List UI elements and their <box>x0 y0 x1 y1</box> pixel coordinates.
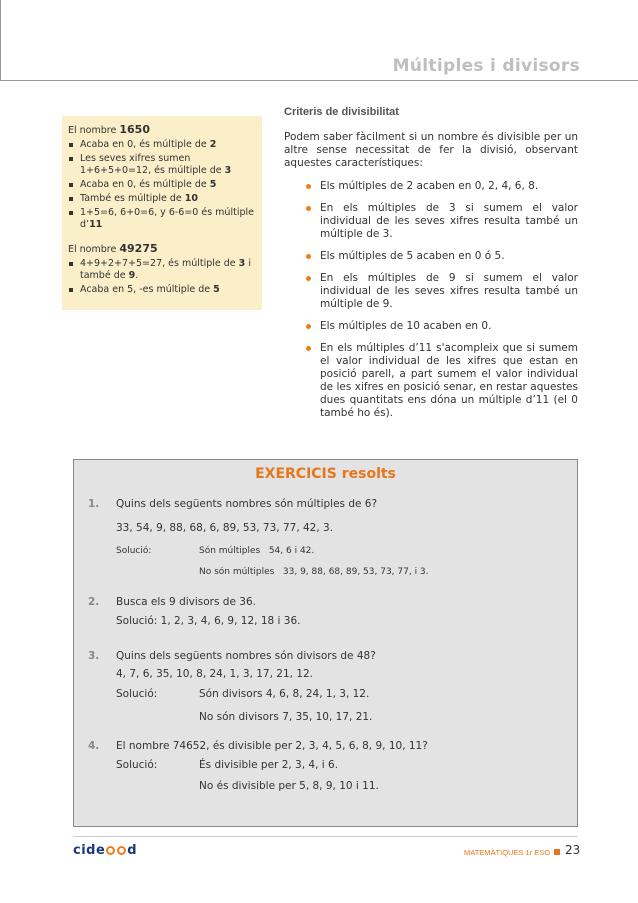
bullet-dot-icon <box>306 346 311 351</box>
bullet-square-icon <box>69 143 73 147</box>
list-item: Els múltiples de 5 acaben en 0 ó 5. <box>306 250 578 263</box>
bullet-square-icon <box>69 211 73 215</box>
list-item: Acaba en 0, és múltiple de 2 <box>68 139 256 151</box>
number-1: 1650 <box>119 123 150 136</box>
exercise-question: El nombre 74652, és divisible per 2, 3, 4, 5, 6, 8, 9, 10, 11? <box>116 740 428 752</box>
exercise-question: Quins dels següents nombres són múltiples de 6? <box>116 498 378 510</box>
exercise-solution: Solució: Són múltiples 54, 6 i 42. <box>116 546 315 556</box>
bullet-dot-icon <box>306 254 311 259</box>
bullet-dot-icon <box>306 206 311 211</box>
exercise-solution: Solució: Són divisors 4, 6, 8, 24, 1, 3, 12. <box>116 688 370 700</box>
page-number: 23 <box>565 843 581 857</box>
list-item: Acaba en 0, és múltiple de 5 <box>68 179 256 191</box>
cidead-logo: cide d <box>73 843 138 858</box>
divisibility-criteria <box>284 106 578 429</box>
exercises-title: EXERCICIS resolts <box>255 466 396 482</box>
page-title: Múltiples i divisors <box>392 56 580 76</box>
number-1-heading: El nombre 1650 <box>68 123 150 136</box>
criteria-title: Criteris de divisibilitat <box>284 106 399 118</box>
list-item: Els múltiples de 2 acaben en 0, 2, 4, 6, 8. <box>306 180 578 193</box>
bullet-dot-icon <box>306 324 311 329</box>
list-item: En els múltiples de 3 si sumem el valor individual de les seves xifres resulta també un múltiple de 3. <box>306 202 578 241</box>
logo-ring-icon <box>117 846 126 855</box>
number-2: 49275 <box>119 242 158 255</box>
bullet-square-icon <box>69 157 73 161</box>
exercise-number-list: 33, 54, 9, 88, 68, 6, 89, 53, 73, 77, 42, 3. <box>116 522 334 534</box>
exercise-solution-2: No són divisors 7, 35, 10, 17, 21. <box>199 711 373 723</box>
bullet-dot-icon <box>306 276 311 281</box>
bullet-dot-icon <box>306 184 311 189</box>
number-2-heading: El nombre 49275 <box>68 242 158 255</box>
criteria-intro: Podem saber fàcilment si un nombre és divisible per un altre sense necessitat de fer la divisió, observant aquestes característiques: <box>284 131 578 169</box>
page-frame-left <box>0 0 1 80</box>
exercise-question: Busca els 9 divisors de 36. <box>116 596 256 608</box>
list-item: Les seves xifres sumen 1+6+5+0=12, és múltiple de 3 <box>68 153 256 177</box>
criteria-list <box>284 180 578 420</box>
exercise-number: 1. <box>88 498 100 510</box>
logo-ring-icon <box>106 846 115 855</box>
footer-square-icon <box>554 849 560 855</box>
bullet-square-icon <box>69 197 73 201</box>
exercise-question: Quins dels següents nombres són divisors de 48? <box>116 650 376 662</box>
exercise-solution: Solució: 1, 2, 3, 4, 6, 9, 12, 18 i 36. <box>116 615 301 627</box>
list-item: 4+9+2+7+5=27, és múltiple de 3 i també de 9. <box>68 258 256 282</box>
exercise-number: 3. <box>88 650 100 662</box>
number-1-list <box>68 139 256 231</box>
list-item: Acaba en 5, -es múltiple de 5 <box>68 284 256 296</box>
number-2-list <box>68 258 256 296</box>
footer-rule <box>73 836 578 837</box>
bullet-square-icon <box>69 183 73 187</box>
exercise-number: 2. <box>88 596 100 608</box>
list-item: 1+5=6, 6+0=6, y 6-6=0 és múltiple d’11 <box>68 207 256 231</box>
list-item: Els múltiples de 10 acaben en 0. <box>306 320 578 333</box>
exercise-number: 4. <box>88 740 100 752</box>
sidebar-example-box <box>62 116 262 310</box>
footer-subject: MATEMÀTIQUES 1r ESO <box>464 848 551 857</box>
solved-exercises-box <box>73 459 578 827</box>
list-item: En els múltiples de 9 si sumem el valor individual de les seves xifres resulta també un múltiple de 9. <box>306 272 578 311</box>
header-rule <box>0 80 638 81</box>
exercise-solution-2: No és divisible per 5, 8, 9, 10 i 11. <box>199 780 379 792</box>
exercise-solution-2: No són múltiples 33, 9, 88, 68, 89, 53, 73, 77, i 3. <box>199 567 429 577</box>
list-item: En els múltiples d’11 s'acompleix que si sumem el valor individual de les xifres que estan en posició parell, a part sumem el valor individual de les xifres en posició senar, en restar aquestes dues quantitats ens dóna un múltiple d’11 (el 0 també ho és). <box>306 342 578 420</box>
exercise-solution: Solució: És divisible per 2, 3, 4, i 6. <box>116 759 339 771</box>
bullet-square-icon <box>69 288 73 292</box>
exercise-number-list: 4, 7, 6, 35, 10, 8, 24, 1, 3, 17, 21, 12. <box>116 668 314 680</box>
bullet-square-icon <box>69 262 73 266</box>
list-item: També es múltiple de 10 <box>68 193 256 205</box>
